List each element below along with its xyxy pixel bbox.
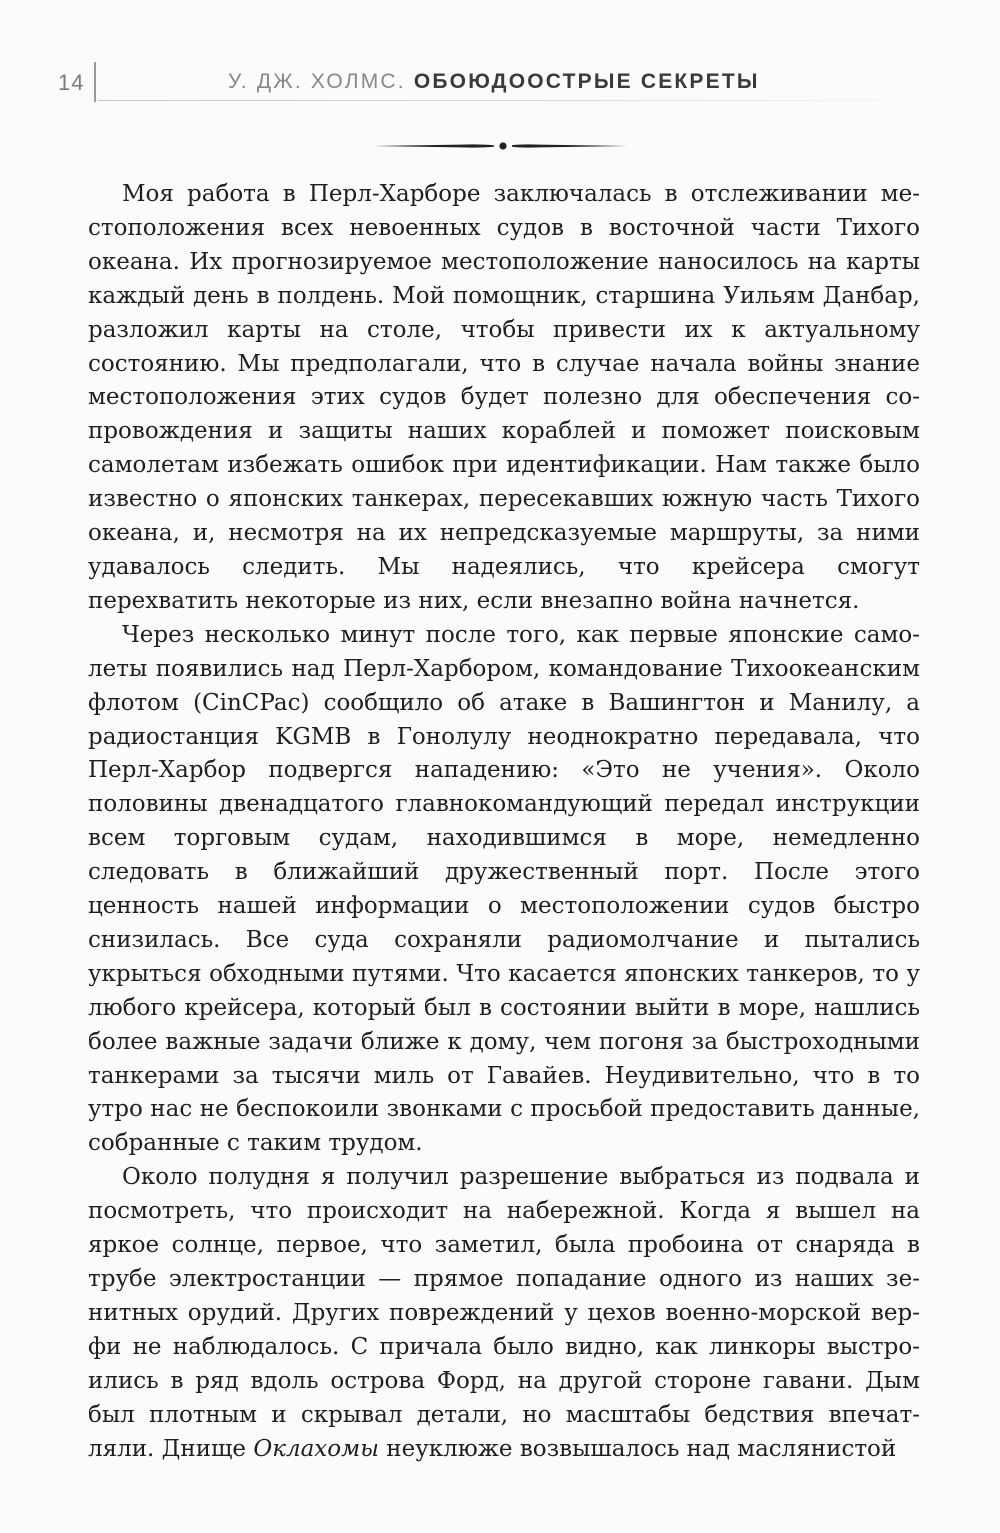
page-number: 14 [58, 70, 85, 95]
book-title: ОБОЮДООСТРЫЕ СЕКРЕТЫ [413, 70, 760, 93]
paragraph-3-text-start: Около полудня я получил разрешение выбраться из подвала и посмотреть, что происходит на набережной. Когда я вышел на яркое солнце, первое, что заметил, была пробоина от снаряда в трубе электростанции — прямое попадание одного из наших зенитных орудий. Других повреждений у цехов военно-морской верфи не наблюдалось. С причала было видно, как линкоры выстроились в ряд вдоль острова Форд, на другой стороне гавани. Дым был плотным и скрывал детали, но масштабы бедствия впечатляли. Днище [88, 1164, 920, 1462]
running-title [228, 70, 760, 94]
paragraph-3 [88, 1161, 920, 1466]
paragraph-3-text-end: неуклюже возвышалось над маслянистой [378, 1435, 897, 1462]
ship-name-italic: Оклахомы [253, 1435, 379, 1462]
header-divider [94, 62, 96, 102]
author-name: У. ДЖ. ХОЛМС. [228, 70, 406, 93]
paragraph-2: Через несколько минут после того, как первые японские самолеты появились над Перл-Харбором, командование Тихоокеанским флотом (CinCPac) сообщило об атаке в Вашингтон и Манилу, а радиостанция KGMB в Гонолулу неоднократно передавала, что Перл-Харбор подвергся нападению: «Это не учения». Около половины двенадцатого главнокомандующий передал инструкции всем торговым судам, находившимся в море, немедленно следовать в ближайший дружественный порт. После этого ценность нашей информации о местоположении судов быстро снизилась. Все суда сохраняли радиомолчание и пытались укрыться обходными путями. Что касается японских танкеров, то у любого крейсера, который был в состоянии выйти в море, нашлись более важные задачи ближе к дому, чем погоня за быстроходными танкерами за тысячи миль от Гавайев. Неудивительно, что в то утро нас не беспокоили звонками с просьбой предоставить данные, собранные с таким трудом. [88, 621, 920, 1157]
running-header [58, 62, 918, 102]
body-text [88, 178, 920, 1466]
header-rule [98, 100, 958, 101]
ornament-divider [0, 136, 1000, 156]
paragraph-1: Моя работа в Перл-Харборе заключалась в отслеживании местоположения всех невоенных судов в восточной части Тихого океана. Их прогнозируемое местоположение наносилось на карты каждый день в полдень. Мой помощник, старшина Уильям Данбар, разложил карты на столе, чтобы привести их к актуальному состоянию. Мы предполагали, что в случае начала войны знание местоположения этих судов будет полезно для обеспечения сопровождения и защиты наших кораблей и поможет поисковым самолетам избежать ошибок при идентификации. Нам также было известно о японских танкерах, пересекавших южную часть Тихого океана, и, несмотря на их непредсказуемые маршруты, за ними удавалось следить. Мы надеялись, что крейсера смогут перехватить некоторые из них, если внезапно война начнется. [88, 181, 920, 614]
